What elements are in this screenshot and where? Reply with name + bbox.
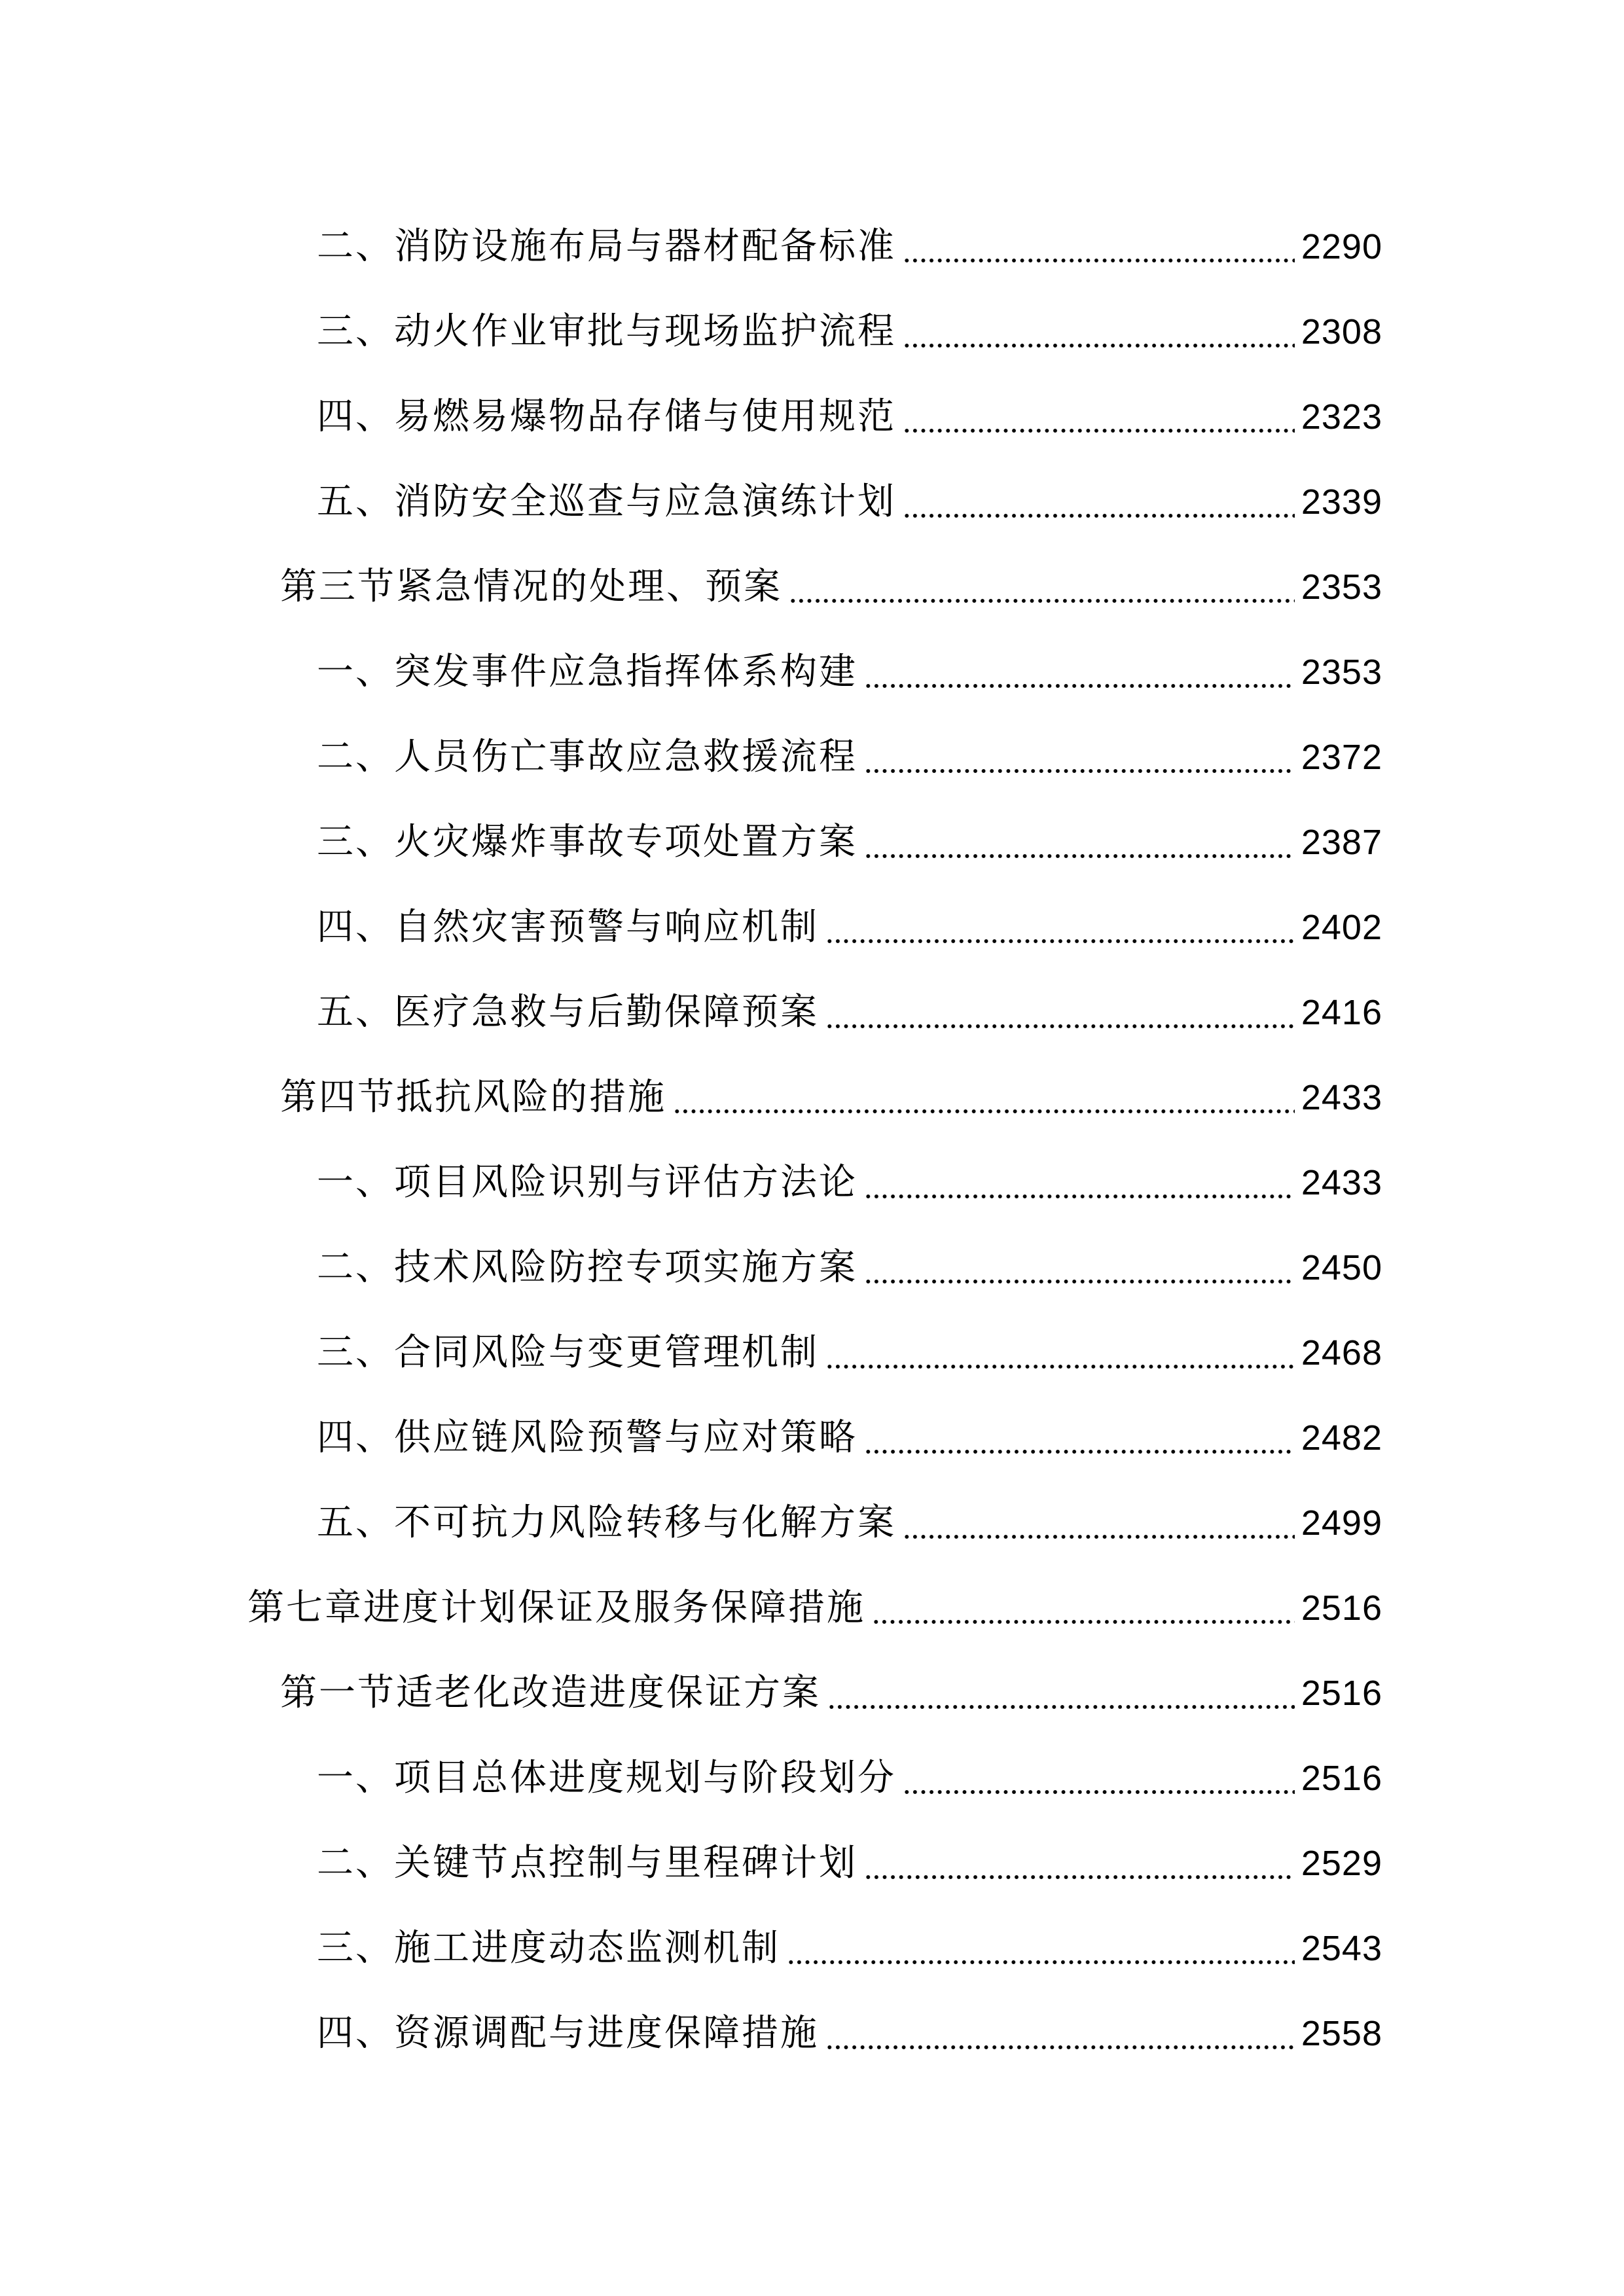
toc-entry[interactable] bbox=[0, 289, 1624, 374]
toc-entry-page: 2323 bbox=[1301, 397, 1382, 437]
dot-leader bbox=[825, 994, 1295, 1031]
toc-entry[interactable] bbox=[0, 630, 1624, 715]
toc-entry-title: 四、自然灾害预警与响应机制 bbox=[317, 906, 819, 948]
dot-leader bbox=[789, 569, 1295, 605]
toc-entry-title: 二、消防设施布局与器材配备标准 bbox=[317, 225, 896, 268]
toc-entry-page: 2468 bbox=[1301, 1333, 1382, 1372]
toc-section[interactable] bbox=[0, 1651, 1624, 1736]
toc-entry[interactable] bbox=[0, 885, 1624, 970]
toc-section[interactable] bbox=[0, 545, 1624, 630]
toc-entry-page: 2543 bbox=[1301, 1929, 1382, 1968]
toc-entry-title: 第一节适老化改造进度保证方案 bbox=[280, 1672, 821, 1714]
dot-leader bbox=[903, 1505, 1295, 1541]
dot-leader bbox=[864, 1420, 1295, 1456]
toc-entry-page: 2516 bbox=[1301, 1588, 1382, 1628]
toc-entry[interactable] bbox=[0, 204, 1624, 289]
toc-entry[interactable] bbox=[0, 374, 1624, 459]
toc-entry-title: 三、动火作业审批与现场监护流程 bbox=[317, 310, 896, 353]
toc-entry-title: 五、不可抗力风险转移与化解方案 bbox=[317, 1501, 896, 1544]
dot-leader bbox=[673, 1079, 1295, 1116]
toc-entry-title: 二、人员伤亡事故应急救援流程 bbox=[317, 736, 857, 778]
dot-leader bbox=[903, 484, 1295, 520]
toc-entry-page: 2339 bbox=[1301, 482, 1382, 522]
toc-entry-title: 第四节抵抗风险的措施 bbox=[280, 1076, 666, 1119]
toc-entry-page: 2516 bbox=[1301, 1674, 1382, 1713]
toc-entry-page: 2353 bbox=[1301, 653, 1382, 692]
toc-entry[interactable] bbox=[0, 1991, 1624, 2076]
toc-entry-title: 四、资源调配与进度保障措施 bbox=[317, 2012, 819, 2054]
toc-entry-title: 四、供应链风险预警与应对策略 bbox=[317, 1416, 857, 1459]
toc-entry[interactable] bbox=[0, 1736, 1624, 1821]
dot-leader bbox=[903, 399, 1295, 435]
dot-leader bbox=[864, 1164, 1295, 1201]
toc-entry-title: 五、消防安全巡查与应急演练计划 bbox=[317, 480, 896, 523]
toc-entry-page: 2433 bbox=[1301, 1163, 1382, 1202]
toc-entry-title: 二、技术风险防控专项实施方案 bbox=[317, 1246, 857, 1289]
dot-leader bbox=[825, 2015, 1295, 2052]
toc-entry-title: 三、施工进度动态监测机制 bbox=[317, 1927, 780, 1969]
toc-entry[interactable] bbox=[0, 1906, 1624, 1991]
toc-entry-page: 2482 bbox=[1301, 1418, 1382, 1458]
toc-entry-title: 一、项目风险识别与评估方法论 bbox=[317, 1161, 857, 1204]
table-of-contents bbox=[0, 204, 1624, 2076]
toc-entry-page: 2433 bbox=[1301, 1078, 1382, 1117]
toc-entry-page: 2353 bbox=[1301, 567, 1382, 607]
toc-entry-title: 第七章进度计划保证及服务保障措施 bbox=[247, 1587, 865, 1629]
dot-leader bbox=[872, 1590, 1295, 1626]
dot-leader bbox=[864, 739, 1295, 776]
toc-entry-page: 2402 bbox=[1301, 908, 1382, 947]
toc-entry-page: 2450 bbox=[1301, 1248, 1382, 1287]
dot-leader bbox=[903, 1760, 1295, 1797]
toc-entry[interactable] bbox=[0, 459, 1624, 545]
toc-section[interactable] bbox=[0, 1055, 1624, 1140]
toc-entry-page: 2558 bbox=[1301, 2014, 1382, 2053]
dot-leader bbox=[825, 1335, 1295, 1371]
toc-entry-page: 2516 bbox=[1301, 1759, 1382, 1798]
toc-entry-title: 三、火灾爆炸事故专项处置方案 bbox=[317, 821, 857, 863]
toc-entry[interactable] bbox=[0, 1225, 1624, 1310]
toc-entry-page: 2416 bbox=[1301, 993, 1382, 1032]
dot-leader bbox=[864, 654, 1295, 691]
toc-entry-page: 2499 bbox=[1301, 1503, 1382, 1543]
toc-entry[interactable] bbox=[0, 715, 1624, 800]
toc-entry[interactable] bbox=[0, 1821, 1624, 1906]
toc-entry-title: 四、易燃易爆物品存储与使用规范 bbox=[317, 395, 896, 438]
toc-entry[interactable] bbox=[0, 1480, 1624, 1566]
toc-entry-title: 第三节紧急情况的处理、预案 bbox=[280, 565, 782, 608]
toc-entry-title: 三、合同风险与变更管理机制 bbox=[317, 1331, 819, 1374]
toc-entry-page: 2387 bbox=[1301, 823, 1382, 862]
toc-entry-page: 2290 bbox=[1301, 227, 1382, 266]
toc-entry-page: 2372 bbox=[1301, 738, 1382, 777]
toc-entry-page: 2529 bbox=[1301, 1844, 1382, 1883]
dot-leader bbox=[903, 228, 1295, 265]
dot-leader bbox=[864, 1249, 1295, 1286]
dot-leader bbox=[903, 314, 1295, 350]
toc-entry-title: 一、突发事件应急指挥体系构建 bbox=[317, 651, 857, 693]
toc-entry-page: 2308 bbox=[1301, 312, 1382, 351]
dot-leader bbox=[864, 824, 1295, 861]
dot-leader bbox=[864, 1845, 1295, 1882]
toc-entry[interactable] bbox=[0, 1140, 1624, 1225]
dot-leader bbox=[787, 1930, 1295, 1967]
toc-entry-title: 五、医疗急救与后勤保障预案 bbox=[317, 991, 819, 1033]
toc-entry[interactable] bbox=[0, 800, 1624, 885]
toc-entry[interactable] bbox=[0, 970, 1624, 1055]
toc-chapter[interactable] bbox=[0, 1566, 1624, 1651]
toc-entry-title: 二、关键节点控制与里程碑计划 bbox=[317, 1842, 857, 1884]
toc-entry[interactable] bbox=[0, 1310, 1624, 1395]
toc-entry-title: 一、项目总体进度规划与阶段划分 bbox=[317, 1757, 896, 1799]
toc-entry[interactable] bbox=[0, 1395, 1624, 1480]
dot-leader bbox=[825, 909, 1295, 946]
dot-leader bbox=[827, 1675, 1295, 1712]
